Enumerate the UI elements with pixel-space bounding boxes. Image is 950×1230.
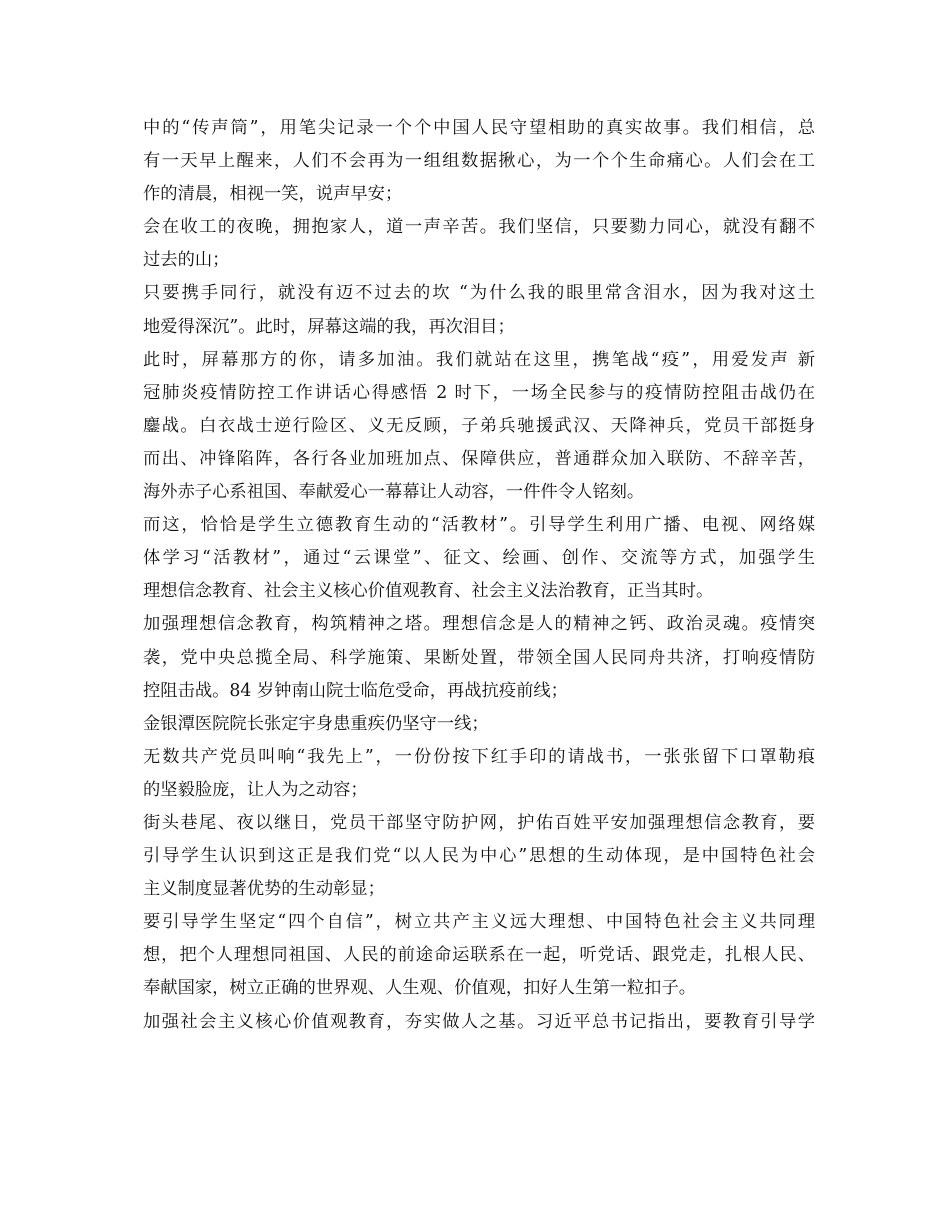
text-line: 加强社会主义核心价值观教育，夯实做人之基。习近平总书记指出，要教育引导学 bbox=[143, 1011, 815, 1032]
text-line: 想，把个人理想同祖国、人民的前途命运联系在一起，听党话、跟党走，扎根人民、 bbox=[143, 945, 815, 966]
text-line: 袭，党中央总揽全局、科学施策、果断处置，带领全国人民同舟共济，打响疫情防 bbox=[143, 647, 815, 668]
text-line: 地爱得深沉”。此时，屏幕这端的我，再次泪目； bbox=[143, 316, 515, 337]
text-line: 理想信念教育、社会主义核心价值观教育、社会主义法治教育，正当其时。 bbox=[143, 581, 714, 602]
text-line: 有一天早上醒来，人们不会再为一组组数据揪心，为一个个生命痛心。人们会在工 bbox=[143, 151, 815, 172]
text-line: 作的清晨，相视一笑，说声早安； bbox=[143, 184, 403, 205]
text-line: 过去的山； bbox=[143, 250, 230, 271]
text-line: 主义制度显著优势的生动彰显； bbox=[143, 879, 385, 900]
text-line: 海外赤子心系祖国、奉献爱心一幕幕让人动容，一件件令人铭刻。 bbox=[143, 482, 645, 503]
text-line: 中的“传声筒”，用笔尖记录一个个中国人民守望相助的真实故事。我们相信，总 bbox=[143, 118, 815, 138]
text-line: 要引导学生坚定“四个自信”，树立共产主义远大理想、中国特色社会主义共同理 bbox=[143, 912, 815, 933]
text-line: 的坚毅脸庞，让人为之动容； bbox=[143, 779, 368, 800]
text-line: 街头巷尾、夜以继日，党员干部坚守防护网，护佑百姓平安加强理想信念教育，要 bbox=[143, 812, 815, 833]
text-line: 加强理想信念教育，构筑精神之塔。理想信念是人的精神之钙、政治灵魂。疫情突 bbox=[143, 614, 815, 635]
text-line: 鏖战。白衣战士逆行险区、义无反顾，子弟兵驰援武汉、天降神兵，党员干部挺身 bbox=[143, 415, 815, 436]
text-line: 控阻击战。84 岁钟南山院士临危受命，再战抗疫前线； bbox=[143, 680, 568, 701]
text-line: 冠肺炎疫情防控工作讲话心得感悟 2 时下，一场全民参与的疫情防控阻击战仍在 bbox=[143, 382, 815, 403]
document-body bbox=[143, 112, 815, 1039]
text-line: 而出、冲锋陷阵，各行各业加班加点、保障供应，普通群众加入联防、不辞辛苦， bbox=[143, 448, 815, 469]
text-line: 金银潭医院院长张定宇身患重疾仍坚守一线； bbox=[143, 713, 489, 734]
text-line: 无数共产党员叫响“我先上”，一份份按下红手印的请战书，一张张留下口罩勒痕 bbox=[143, 746, 815, 767]
text-line: 此时，屏幕那方的你，请多加油。我们就站在这里，携笔战“疫”，用爱发声 新 bbox=[143, 349, 815, 370]
text-line: 奉献国家，树立正确的世界观、人生观、价值观，扣好人生第一粒扣子。 bbox=[143, 978, 697, 999]
text-line: 会在收工的夜晚，拥抱家人，道一声辛苦。我们坚信，只要勠力同心，就没有翻不 bbox=[143, 217, 815, 238]
text-line: 体学习“活教材”，通过“云课堂”、征文、绘画、创作、交流等方式，加强学生 bbox=[143, 548, 815, 569]
text-line: 只要携手同行，就没有迈不过去的坎 “为什么我的眼里常含泪水，因为我对这土 bbox=[143, 283, 815, 304]
text-line: 而这，恰恰是学生立德教育生动的“活教材”。引导学生利用广播、电视、网络媒 bbox=[143, 515, 815, 536]
text-line: 引导学生认识到这正是我们党“以人民为中心”思想的生动体现，是中国特色社会 bbox=[143, 846, 815, 867]
